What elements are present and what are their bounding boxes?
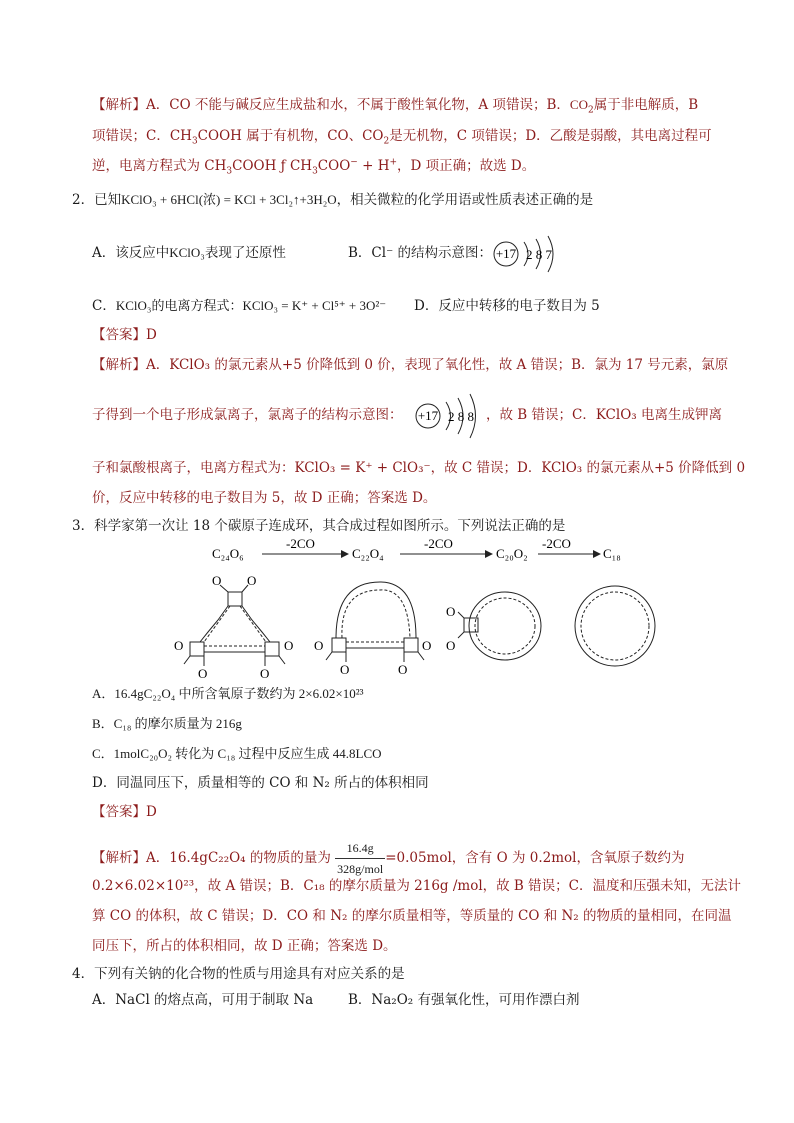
- q4-stem: 4．下列有关钠的化合物的性质与用途具有对应关系的是: [72, 966, 405, 982]
- q2-explanation-line1: 【解析】A．KClO₃ 的氯元素从+5 价降低到 0 价，表现了氧化性，故 A 错误；B．氯为 17 号元素，氯原: [92, 357, 729, 373]
- q3-option-a: A．16.4gC₂₂O₄ 中所含氧原子数约为 2×6.02×10²³: [92, 686, 364, 701]
- svg-text:O: O: [174, 638, 184, 653]
- q3-option-d: D．同温同压下，质量相等的 CO 和 N₂ 所占的体积相同: [92, 775, 429, 791]
- q2-option-c: C．KClO₃的电离方程式：KClO₃ = K⁺ + Cl⁵⁺ + 3O²⁻: [92, 298, 387, 314]
- formula-c18: C₁₈: [603, 546, 621, 561]
- molecule-c18-ring: [575, 586, 655, 666]
- svg-text:O: O: [247, 573, 257, 588]
- q4-option-b: B．Na₂O₂ 有强氧化性，可用作漂白剂: [348, 992, 580, 1008]
- nucleus-label: +17: [495, 246, 517, 261]
- q2-stem: 2．已知KClO₃ + 6HCl(浓) = KCl + 3Cl₂↑+3H₂O，相关微粒的化学用语或性质表述正确的是: [72, 192, 594, 208]
- q1-explanation-line1: 【解析】A．CO 不能与碱反应生成盐和水，不属于酸性氧化物，A 项错误；B．$CO_2$属于非电解质，B: [92, 97, 699, 116]
- shell-electron-counts: 2 8 8: [448, 409, 474, 424]
- svg-text:O: O: [314, 638, 324, 653]
- q3-explanation-line4: 同压下，所占的体积相同，故 D 正确；答案选 D。: [92, 938, 397, 954]
- formula-c24o6: C₂₄O₆: [212, 546, 244, 561]
- q1-explanation-line2: 项错误；C．$CH_3COOH$ 属于有机物，CO、$CO_2$是无机物，C 项错误；D．乙酸是弱酸，其电离过程可: [92, 128, 712, 147]
- q3-option-b: B．C₁₈ 的摩尔质量为 216g: [92, 716, 242, 731]
- q2-option-b: B．Cl⁻ 的结构示意图：: [348, 245, 492, 261]
- q3-answer: 【答案】D: [92, 804, 157, 820]
- molecule-structures: [160, 570, 660, 680]
- molecule-c24o6: [184, 585, 285, 666]
- cl-ion-structure-diagram-explanation: [414, 394, 494, 438]
- q3-explanation-line1: 【解析】A．16.4gC₂₂O₄ 的物质的量为 $\frac{16.4g}{\text{328g/mol}}$ =0.05mol，含有 O 为 0.2mol，含氧原子数约为: [92, 838, 684, 879]
- svg-text:O: O: [398, 662, 408, 677]
- arrow-label-1: -2CO: [286, 536, 315, 551]
- q2-explanation-line2a: 子得到一个电子形成氯离子，氯离子的结构示意图：: [92, 407, 403, 423]
- arrow-label-3: -2CO: [542, 536, 571, 551]
- q3-stem: 3．科学家第一次让 18 个碳原子连成环，其合成过程如图所示。下列说法正确的是: [72, 518, 566, 534]
- synthesis-scheme: [200, 538, 640, 568]
- svg-text:O: O: [422, 638, 432, 653]
- svg-text:O: O: [198, 666, 208, 681]
- arrow-label-2: -2CO: [424, 536, 453, 551]
- svg-text:O: O: [284, 638, 294, 653]
- q2-explanation-line3: 子和氯酸根离子，电离方程式为：KClO₃ = K⁺ + ClO₃⁻，故 C 错误；D．KClO₃ 的氯元素从+5 价降低到 0: [92, 460, 746, 476]
- q2-option-d: D．反应中转移的电子数目为 5: [414, 298, 600, 314]
- molecule-c22o4: [326, 582, 424, 662]
- q3-explanation-line3: 算 CO 的体积，故 C 错误；D．CO 和 N₂ 的摩尔质量相等，等质量的 CO 和 N₂ 的物质的量相同，在同温: [92, 908, 732, 924]
- svg-text:O: O: [260, 666, 270, 681]
- svg-text:O: O: [340, 662, 350, 677]
- molecule-c20o2: [458, 592, 541, 660]
- nucleus-label: +17: [417, 408, 439, 423]
- q4-option-a: A．NaCl 的熔点高，可用于制取 Na: [92, 992, 314, 1008]
- q2-answer: 【答案】D: [92, 327, 157, 343]
- q2-explanation-line4: 价，反应中转移的电子数目为 5，故 D 正确；答案选 D。: [92, 490, 437, 506]
- shell-electron-counts: 2 8 7: [526, 247, 552, 262]
- molar-fraction: $\frac{16.4g}{\text{328g/mol}}$: [335, 838, 385, 879]
- q2-option-a: A．该反应中KClO₃表现了还原性: [92, 245, 286, 261]
- formula-c20o2: C₂₀O₂: [496, 546, 528, 561]
- q3-explanation-line2: 0.2×6.02×10²³，故 A 错误；B．C₁₈ 的摩尔质量为 216g /mol，故 B 错误；C．温度和压强未知，无法计: [92, 878, 741, 894]
- svg-text:O: O: [212, 573, 222, 588]
- q1-explanation-line3: 逆，电离方程式为 $CH_3COOH$ ƒ $CH_3COO^- + H^+$，D 项正确；故选 D。: [92, 157, 536, 177]
- q3-option-c: C．1molC₂₀O₂ 转化为 C₁₈ 过程中反应生成 44.8LCO: [92, 746, 382, 761]
- formula-c22o4: C₂₂O₄: [352, 546, 384, 561]
- q2-explanation-line2b: ，故 B 错误；C．KClO₃ 电离生成钾离: [486, 407, 722, 423]
- svg-text:O: O: [446, 604, 456, 619]
- svg-text:O: O: [446, 638, 456, 653]
- cl-ion-structure-diagram: [492, 234, 572, 274]
